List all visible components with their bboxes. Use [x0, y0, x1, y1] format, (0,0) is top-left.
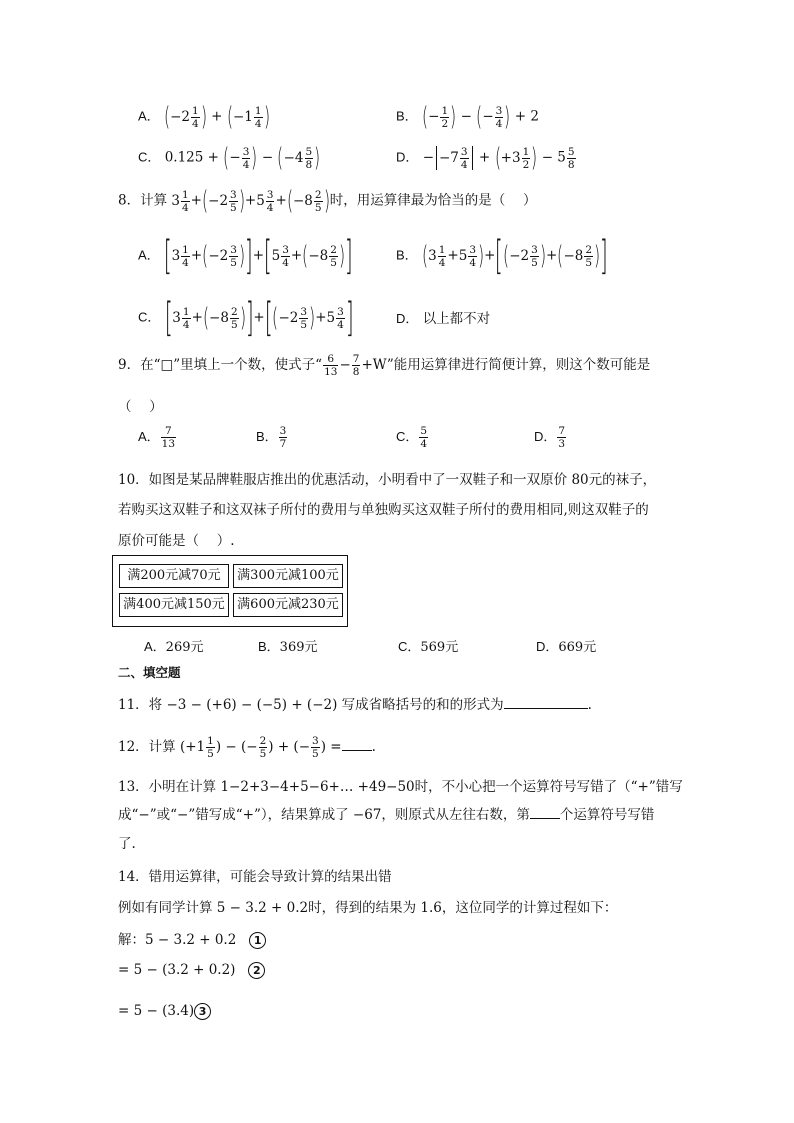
stem-text: ”里填上一个数，使式子“: [173, 357, 323, 373]
mixed-int: −2: [278, 310, 299, 326]
frac-num: 3: [460, 145, 468, 158]
frac-num: 5: [420, 425, 428, 437]
frac-num: 7: [352, 353, 360, 365]
q8-option-a: A． [ 3 $\frac{1}{4}$ +( −2 $\frac{3}{5}$ )]+[ 5 $\frac{3}{4}$ +( −8 $\frac{2}{5}$ )]: [138, 233, 353, 279]
q9-stem: [118, 353, 650, 378]
mixed-int: −8: [209, 310, 229, 326]
frac-den: 13: [161, 438, 176, 450]
section-heading: 二、填空题: [118, 665, 181, 680]
q9-option-b: [256, 425, 288, 450]
frac-num: 3: [469, 243, 476, 256]
frac-num: 5: [305, 145, 313, 158]
mixed-int: −2: [170, 109, 191, 125]
frac-num: 7: [558, 425, 566, 437]
q9-option-a: [138, 425, 177, 450]
q9-option-c: [396, 425, 429, 450]
mixed-int: 3: [172, 310, 181, 326]
option-label: B．: [258, 639, 280, 654]
frac-den: 4: [182, 256, 189, 269]
q10-line2: 若购买这双鞋子和这双袜子所付的费用与单独购买这双鞋子所付的费用相同,则这双鞋子的: [118, 502, 649, 518]
sign: −: [428, 108, 440, 125]
q14-step1: [118, 928, 266, 949]
frac-den: 4: [460, 158, 468, 171]
mixed-int: −8: [563, 248, 584, 264]
promo-box: [112, 555, 348, 627]
option-label: C．: [396, 429, 419, 444]
q9-answer-paren: （ ）: [118, 399, 163, 415]
answer-blank[interactable]: [342, 738, 372, 751]
stem-text: 时，用运算律最为恰当的是（ ）: [329, 192, 537, 209]
frac-num: 3: [266, 188, 274, 201]
operator: −: [261, 149, 274, 166]
frac-den: 4: [438, 256, 446, 269]
frac-num: 1: [182, 305, 190, 318]
frac-num: 3: [337, 305, 344, 318]
lead-term: 0.125 +: [164, 149, 219, 166]
mixed-int: −2: [509, 248, 530, 264]
stem-text: ) − (−: [215, 739, 258, 755]
option-text: 369元: [279, 640, 318, 655]
tail-term: + 2: [514, 108, 539, 125]
promo-400-150: 满400元减150元: [119, 593, 229, 617]
stem-text: 11．将 −3 − (+6) − (−5) + (−2) 写成省略括号的和的形式为: [118, 697, 504, 713]
q10-option-c: [398, 636, 458, 655]
q8-option-d: [396, 307, 490, 327]
frac-num: 7: [165, 425, 172, 437]
step-text: 解：5 − 3.2 + 0.2: [118, 932, 237, 948]
option-label: C．: [138, 149, 161, 165]
frac-den: 13: [324, 366, 338, 378]
q14-line2: 例如有同学计算 5 − 3.2 + 0.2时，得到的结果为 1.6，这位同学的计算过程如下：: [118, 900, 618, 916]
q12: [118, 735, 376, 760]
frac-den: 4: [242, 158, 250, 171]
option-label: C．: [398, 639, 421, 654]
answer-blank[interactable]: [530, 806, 560, 819]
frac-num: 5: [567, 145, 575, 158]
frac-den: 8: [567, 158, 575, 171]
option-label: D．: [536, 639, 559, 654]
q8-stem: 8．计算 3 $\frac{1}{4}$ +( −2 $\frac{3}{5}$ )+ 5 $\frac{3}{4}$ +( −8 $\frac{2}{5}$ )时，用运算律最为恰当的是（ ）: [118, 186, 537, 216]
mixed-int: −2: [208, 248, 229, 264]
frac-den: 8: [352, 366, 360, 378]
blank-box: □: [160, 357, 174, 373]
operator: +: [478, 149, 491, 166]
frac-num: 3: [312, 735, 319, 747]
frac-den: 4: [192, 117, 199, 130]
frac-num: 2: [230, 305, 238, 318]
frac-den: 5: [230, 201, 237, 214]
operator: −: [460, 108, 472, 125]
frac-num: 2: [314, 188, 322, 201]
option-label: B．: [256, 429, 278, 444]
q10-line1: 10．如图是某品牌鞋服店推出的优惠活动，小明看中了一双鞋子和一双原价 80元的袜子，: [118, 472, 657, 488]
q10-option-b: [258, 636, 318, 655]
circled-number: 2: [248, 962, 265, 979]
sign: −: [229, 149, 241, 166]
option-label: D．: [396, 311, 419, 326]
frac-den: 5: [259, 748, 267, 760]
answer-blank[interactable]: [504, 696, 588, 709]
frac-num: 3: [230, 188, 237, 201]
option-text: 以上都不对: [422, 311, 491, 327]
promo-600-230: 满600元减230元: [233, 593, 343, 617]
option-label: D．: [396, 149, 419, 165]
option-label: A．: [138, 247, 160, 263]
stem-text: ) =: [320, 739, 342, 755]
option-label: B．: [396, 247, 418, 263]
sign: −: [482, 108, 494, 125]
q11: [118, 693, 592, 713]
option-label: A．: [138, 429, 160, 444]
stem-text: .: [587, 697, 592, 713]
mixed-int: −4: [283, 150, 304, 166]
mixed-int: 3: [171, 248, 181, 264]
frac-den: 7: [279, 438, 287, 450]
frac-den: 4: [469, 256, 476, 269]
q9-option-d: [534, 425, 567, 450]
mixed-int: −8: [308, 248, 329, 264]
q7-option-a: A． ( −2 $\frac{1}{4}$ ) + ( −1 $\frac{1}{4}$ ): [138, 102, 270, 132]
frac-num: 3: [495, 104, 503, 117]
frac-num: 1: [254, 104, 262, 117]
frac-den: 4: [182, 318, 190, 331]
frac-num: 3: [300, 305, 308, 318]
q14-step3: [118, 1003, 211, 1020]
frac-num: 2: [585, 243, 593, 256]
mixed-int: 5: [326, 310, 336, 326]
option-label: D．: [534, 429, 557, 444]
frac-num: 3: [279, 425, 287, 437]
frac-num: 1: [181, 188, 189, 201]
q13-line2: [118, 803, 654, 823]
frac-num: 6: [327, 353, 335, 365]
frac-num: 3: [282, 243, 289, 256]
frac-num: 3: [531, 243, 538, 256]
q7-option-d: D． − −7 $\frac{3}{4}$ + ( +3 $\frac{1}{2}$ ) − 5 $\frac{5}{8}$: [396, 143, 575, 173]
sign: −: [422, 149, 434, 166]
mixed-int: +3: [500, 150, 521, 166]
step-text: = 5 − (3.4): [118, 1003, 195, 1019]
q8-option-b: B． ( 3 $\frac{1}{4}$ + 5 $\frac{3}{4}$ )+[( −2 $\frac{3}{5}$ )+( −8 $\frac{2}{5}$ )]: [396, 233, 608, 279]
q13-line3: 了.: [118, 836, 136, 852]
frac-num: 1: [438, 243, 446, 256]
frac-num: 2: [259, 735, 267, 747]
frac-num: 1: [441, 104, 449, 117]
frac-den: 5: [314, 201, 322, 214]
mixed-int: 5: [271, 248, 281, 264]
q14-line1: 14．错用运算律，可能会导致计算的结果出错: [118, 869, 392, 885]
option-text: 569元: [420, 640, 459, 655]
frac-num: 2: [330, 243, 337, 256]
mixed-int: 5: [458, 248, 468, 264]
stem-text: .: [371, 739, 376, 755]
promo-200-70: 满200元减70元: [119, 564, 229, 588]
tail-term: +W: [361, 357, 387, 373]
promo-300-100: 满300元减100元: [233, 564, 343, 588]
frac-den: 5: [300, 318, 308, 331]
stem-text: 成“−”或“−”错写成“+”），结果算成了 −67，则原式从左往右数，第: [118, 807, 530, 823]
stem-text: ”能用运算律进行简便计算，则这个数可能是: [386, 357, 651, 373]
frac-den: 2: [441, 117, 449, 130]
frac-num: 1: [207, 735, 214, 747]
frac-num: 3: [242, 145, 250, 158]
mixed-int: −8: [292, 193, 313, 209]
frac-den: 5: [330, 256, 337, 269]
mixed-int: −2: [208, 193, 229, 209]
option-text: 669元: [558, 640, 597, 655]
frac-num: 1: [182, 243, 189, 256]
frac-den: 4: [181, 201, 189, 214]
frac-den: 5: [207, 748, 214, 760]
mixed-int: −7: [439, 150, 459, 166]
mixed-int: 5: [256, 193, 265, 209]
frac-den: 4: [254, 117, 262, 130]
frac-den: 4: [282, 256, 289, 269]
frac-den: 5: [585, 256, 593, 269]
stem-text: 12．计算 (+1: [118, 739, 206, 755]
step-text: = 5 − (3.2 + 0.2): [118, 962, 236, 978]
frac-num: 1: [522, 145, 530, 158]
frac-den: 4: [420, 438, 428, 450]
operator: −: [339, 357, 351, 373]
frac-num: 3: [230, 243, 237, 256]
frac-den: 4: [495, 117, 503, 130]
option-label: C．: [138, 309, 161, 325]
frac-den: 4: [266, 201, 274, 214]
frac-num: 1: [192, 104, 199, 117]
stem-text: ) + (−: [268, 739, 311, 755]
circled-number: 1: [249, 932, 266, 949]
stem-text: 个运算符号写错: [559, 807, 655, 823]
option-text: 269元: [165, 640, 204, 655]
frac-den: 5: [531, 256, 538, 269]
option-label: B．: [396, 108, 418, 124]
frac-den: 8: [305, 158, 313, 171]
option-label: A．: [138, 108, 160, 124]
frac-den: 2: [522, 158, 530, 171]
q7-option-b: B． (− $\frac{1}{2}$ ) − (− $\frac{3}{4}$ ) + 2: [396, 102, 539, 132]
q13-line1: 13．小明在计算 1−2+3−4+5−6+… +49−50时，不小心把一个运算符号写错了（“+”错写: [118, 779, 683, 795]
operator: − 5: [541, 149, 566, 166]
frac-den: 5: [230, 318, 238, 331]
mixed-int: −1: [232, 109, 253, 125]
q7-option-c: C． 0.125 + (− $\frac{3}{4}$ ) − ( −4 $\frac{5}{8}$ ): [138, 143, 321, 173]
frac-den: 5: [230, 256, 237, 269]
mixed-int: 3: [428, 248, 437, 264]
q10-line3: 原价可能是（ ）.: [118, 533, 235, 549]
q8-option-c: C． [ 3 $\frac{1}{4}$ +( −8 $\frac{2}{5}$ )]+[( −2 $\frac{3}{5}$ )+ 5 $\frac{3}{4}$ ]: [138, 295, 354, 341]
option-label: A．: [144, 639, 166, 654]
frac-den: 5: [312, 748, 319, 760]
frac-den: 3: [558, 438, 566, 450]
mixed-int: 3: [171, 193, 180, 209]
frac-den: 4: [337, 318, 344, 331]
q10-option-d: [536, 636, 596, 655]
operator: +: [211, 108, 223, 125]
stem-text: 9．在“: [118, 357, 161, 373]
q10-option-a: [144, 636, 204, 655]
circled-number: 3: [194, 1003, 211, 1020]
q14-step2: [118, 962, 265, 979]
stem-text: 8．计算: [118, 192, 168, 209]
